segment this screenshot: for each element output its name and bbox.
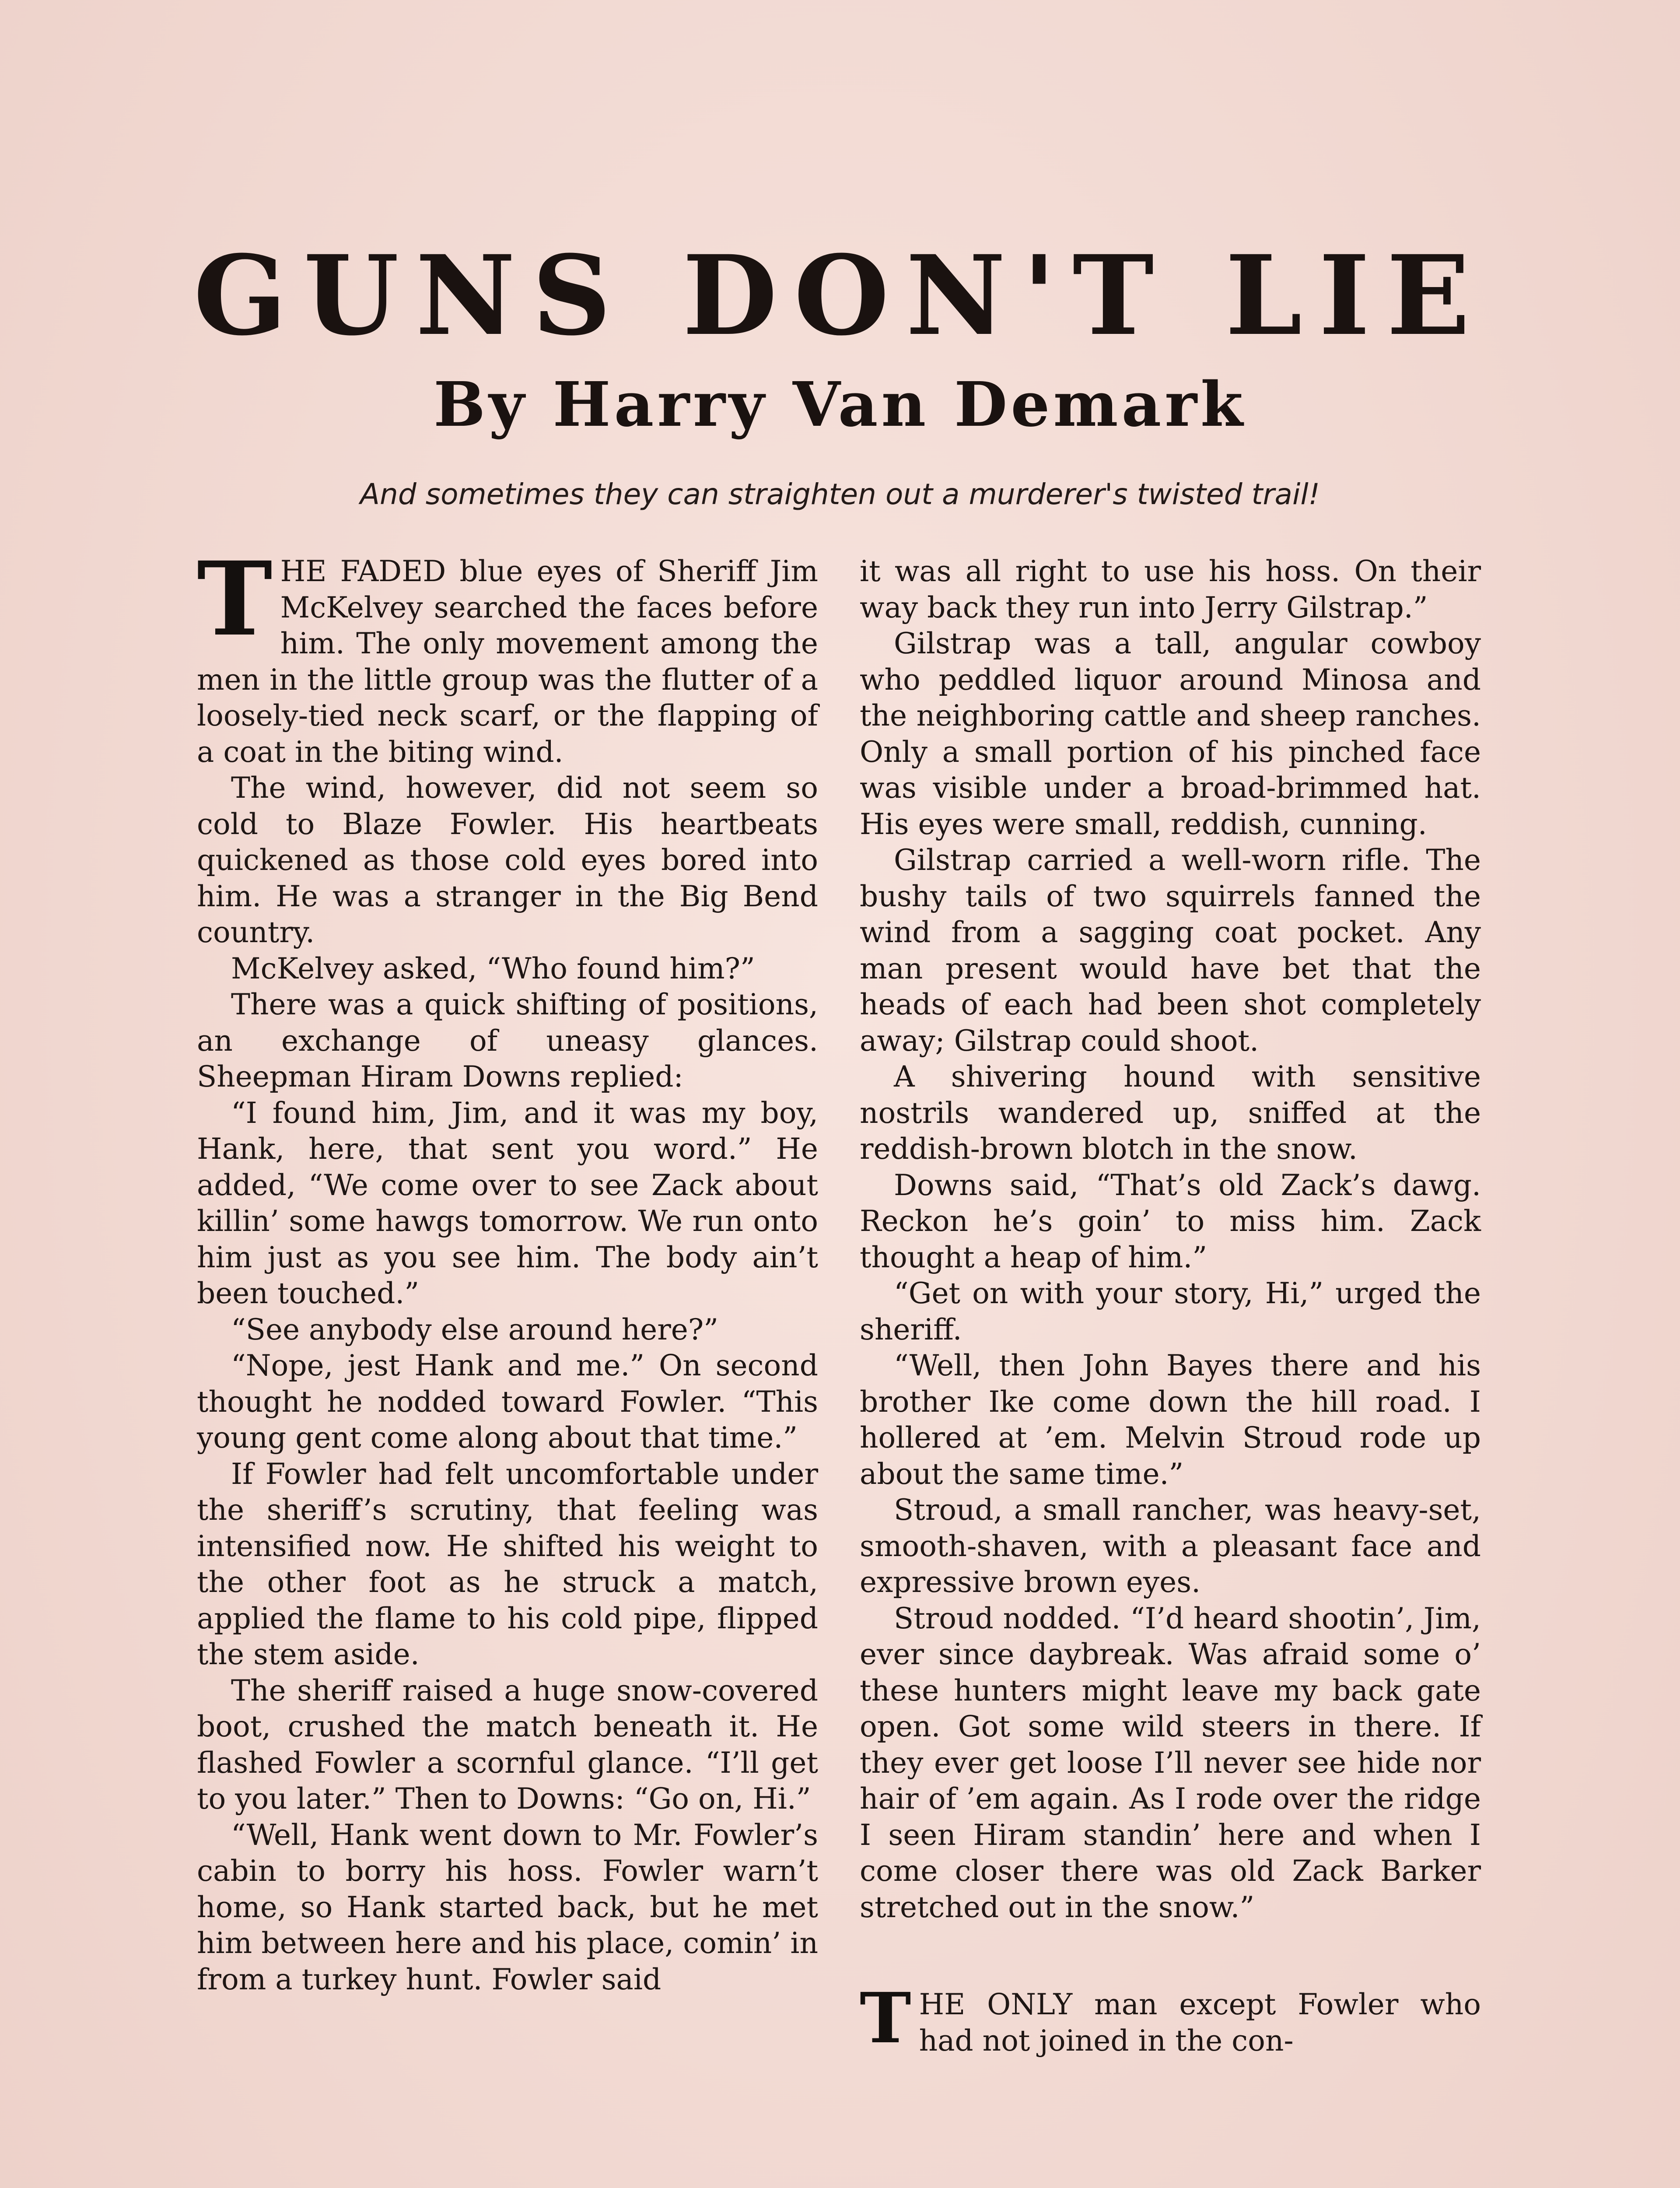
paragraph [197,539,818,770]
paragraph: Stroud, a small rancher, was heavy-set, smooth-shaven, with a pleasant face and expressive brown eyes. [860,1493,1481,1599]
paragraph: Gilstrap carried a well-worn rifle. The bushy tails of two squirrels fanned the wind from a sagging coat pocket. Any man present would have bet that the heads of each had been shot completely away; Gilstrap could shoot. [860,843,1481,1058]
paragraph: The sheriff raised a huge snow-covered boot, crushed the match beneath it. He flashed Fowler a scornful glance. “I’ll get to you later.” Then to Downs: “Go on, Hi.” [197,1673,818,1816]
paragraph: “Nope, jest Hank and me.” On second thought he nodded toward Fowler. “This young gent come along about that time.” [197,1349,818,1455]
paragraph: Stroud nodded. “I’d heard shootin’, Jim, ever since daybreak. Was afraid some o’ these hunters might leave my back gate open. Got some wild steers in there. If they ever get loose I’ll never see hide nor hair of ’em again. As I rode over the ridge I seen Hiram standin’ here and when I come closer there was old Zack Barker stretched out in the snow.” [860,1601,1481,1924]
paragraph: McKelvey asked, “Who found him?” [231,951,755,985]
paragraph: “Well, Hank went down to Mr. Fowler’s cabin to borry his hoss. Fowler warn’t home, so Hank started back, but he met him between here and his place, comin’ in from a turkey hunt. Fowler said [197,1818,818,1996]
paragraph: The wind, however, did not seem so cold to Blaze Fowler. His heartbeats quickened as those cold eyes bored into him. He was a stranger in the Big Bend country. [197,771,818,949]
text-column-right [860,554,1481,2059]
text-column-left [197,539,818,1998]
paragraph: Downs said, “That’s old Zack’s dawg. Reckon he’s goin’ to miss him. Zack thought a heap of him.” [860,1168,1481,1274]
paragraph [860,1978,1481,2059]
story-tagline: And sometimes they can straighten out a murderer's twisted trail! [360,477,1320,511]
drop-cap: T [860,1978,911,2059]
paragraph: “I found him, Jim, and it was my boy, Hank, here, that sent you word.” He added, “We come over to see Zack about killin’ some hawgs tomorrow. We run onto him just as you see him. The body ain’t been touched.” [197,1096,818,1310]
paragraph-text: HE ONLY man except Fowler who had not joined in the con- [919,1988,1481,2058]
paragraph: it was all right to use his hoss. On their way back they run into Jerry Gilstrap.” [860,554,1481,624]
paragraph: “See anybody else around here?” [231,1312,718,1346]
paragraph: A shivering hound with sensitive nostrils wandered up, sniffed at the reddish-brown blotch in the snow. [860,1060,1481,1166]
paragraph: “Get on with your story, Hi,” urged the sheriff. [860,1276,1481,1346]
author-byline: By Harry Van Demark [433,369,1247,441]
drop-cap: T [197,539,273,659]
paragraph: Gilstrap was a tall, angular cowboy who peddled liquor around Minosa and the neighboring cattle and sheep ranches. Only a small portion of his pinched face was visible under a broad-brimmed hat. His eyes were small, reddish, cunning. [860,627,1481,841]
paragraph-text: HE FADED blue eyes of Sheriff Jim McKelvey searched the faces before him. The only movement among the men in the little group was the flutter of a loosely-tied neck scarf, or the flapping of a coat in the biting wind. [197,554,818,769]
story-title: GUNS DON'T LIE [193,231,1487,360]
paragraph: There was a quick shifting of positions, an exchange of uneasy glances. Sheepman Hiram Downs replied: [197,988,818,1094]
paragraph: If Fowler had felt uncomfortable under the sheriff’s scrutiny, that feeling was intensified now. He shifted his weight to the other foot as he struck a match, applied the flame to his cold pipe, flipped the stem aside. [197,1457,818,1671]
paragraph: “Well, then John Bayes there and his brother Ike come down the hill road. I hollered at ’em. Melvin Stroud rode up about the same time.” [860,1349,1481,1491]
